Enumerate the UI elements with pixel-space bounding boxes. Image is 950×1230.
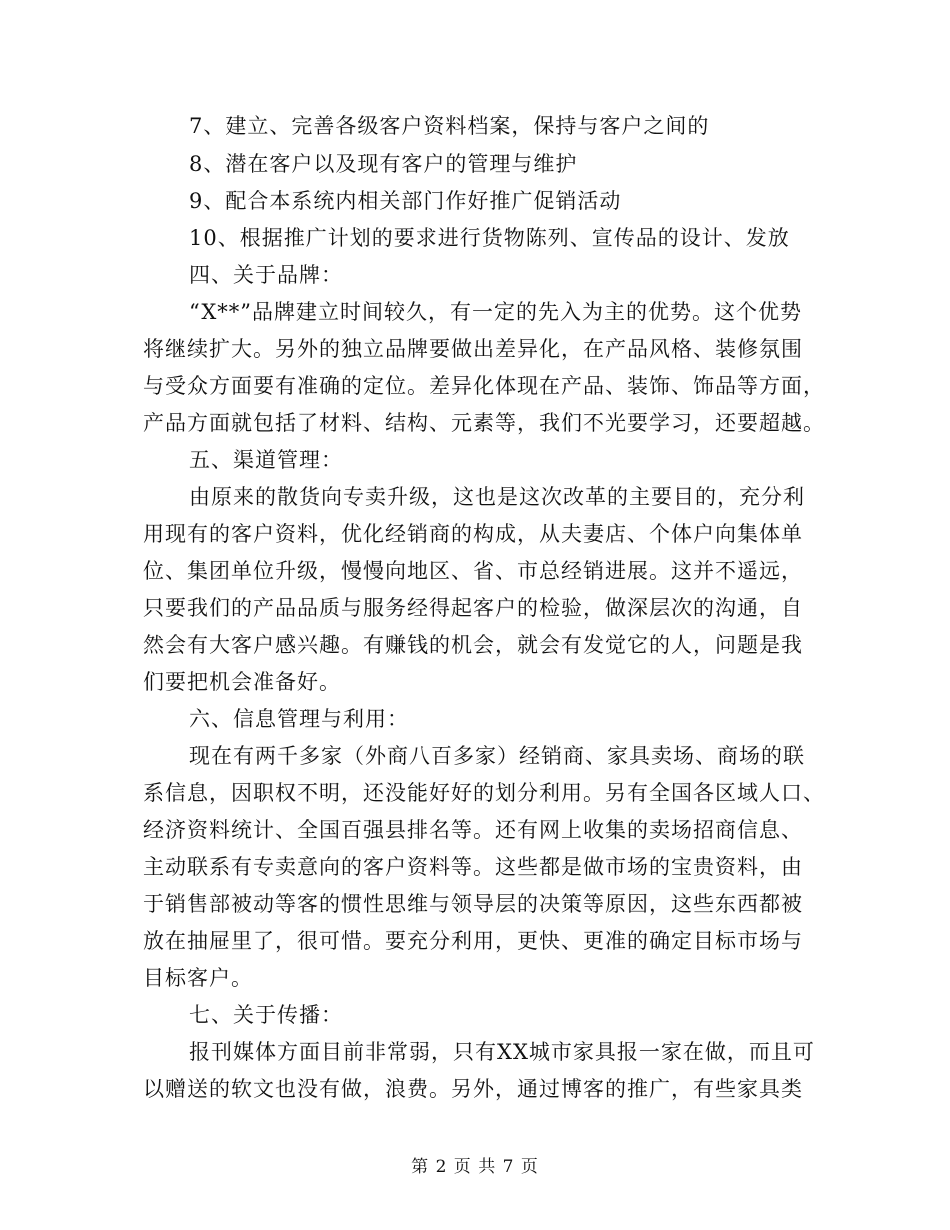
- paragraph-line: 然会有大客户感兴趣。有赚钱的机会，就会有发觉它的人，问题是我: [143, 633, 803, 657]
- paragraph-line: 用现有的客户资料，优化经销商的构成，从夫妻店、个体户向集体单: [143, 522, 803, 546]
- paragraph-line: 将继续扩大。另外的独立品牌要做出差异化，在产品风格、装修氛围: [143, 337, 803, 361]
- paragraph-line: 由原来的散货向专卖升级，这也是这次改革的主要目的，充分利: [189, 485, 805, 509]
- paragraph-line: “X**”品牌建立时间较久，有一定的先入为主的优势。这个优势: [189, 300, 803, 324]
- paragraph-line: 系信息，因职权不明，还没能好好的划分利用。另有全国各区域人口、: [143, 781, 825, 805]
- paragraph-line: 报刊媒体方面目前非常弱，只有XX城市家具报一家在做，而且可: [189, 1040, 815, 1064]
- paragraph-line: 只要我们的产品品质与服务经得起客户的检验，做深层次的沟通，自: [143, 596, 803, 620]
- section-heading-channel: 五、渠道管理：: [189, 448, 343, 472]
- paragraph-line: 与受众方面要有准确的定位。差异化体现在产品、装饰、饰品等方面，: [143, 374, 825, 398]
- paragraph-line: 以赠送的软文也没有做，浪费。另外，通过博客的推广，有些家具类: [143, 1077, 803, 1101]
- paragraph-line: 现在有两千多家（外商八百多家）经销商、家具卖场、商场的联: [189, 744, 805, 768]
- paragraph-line: 于销售部被动等客的惯性思维与领导层的决策等原因，这些东西都被: [143, 892, 803, 916]
- paragraph-line: 放在抽屉里了，很可惜。要充分利用，更快、更准的确定目标市场与: [143, 929, 803, 953]
- paragraph-line: 们要把机会准备好。: [143, 670, 341, 694]
- page-number-footer: 第 2 页 共 7 页: [411, 1157, 539, 1177]
- paragraph-line: 经济资料统计、全国百强县排名等。还有网上收集的卖场招商信息、: [143, 818, 803, 842]
- paragraph-line: 主动联系有专卖意向的客户资料等。这些都是做市场的宝贵资料，由: [143, 855, 803, 879]
- section-heading-communication: 七、关于传播：: [189, 1003, 343, 1027]
- list-item-9: 9、配合本系统内相关部门作好推广促销活动: [189, 189, 622, 213]
- paragraph-line: 产品方面就包括了材料、结构、元素等，我们不光要学习，还要超越。: [143, 411, 825, 435]
- paragraph-line: 位、集团单位升级，慢慢向地区、省、市总经销进展。这并不遥远，: [143, 559, 803, 583]
- section-heading-info: 六、信息管理与利用：: [189, 707, 409, 731]
- list-item-7: 7、建立、完善各级客户资料档案，保持与客户之间的: [189, 114, 710, 138]
- paragraph-line: 目标客户。: [143, 966, 253, 990]
- list-item-10: 10、根据推广计划的要求进行货物陈列、宣传品的设计、发放: [189, 226, 790, 250]
- section-heading-brand: 四、关于品牌：: [189, 263, 343, 287]
- list-item-8: 8、潜在客户以及现有客户的管理与维护: [189, 152, 578, 176]
